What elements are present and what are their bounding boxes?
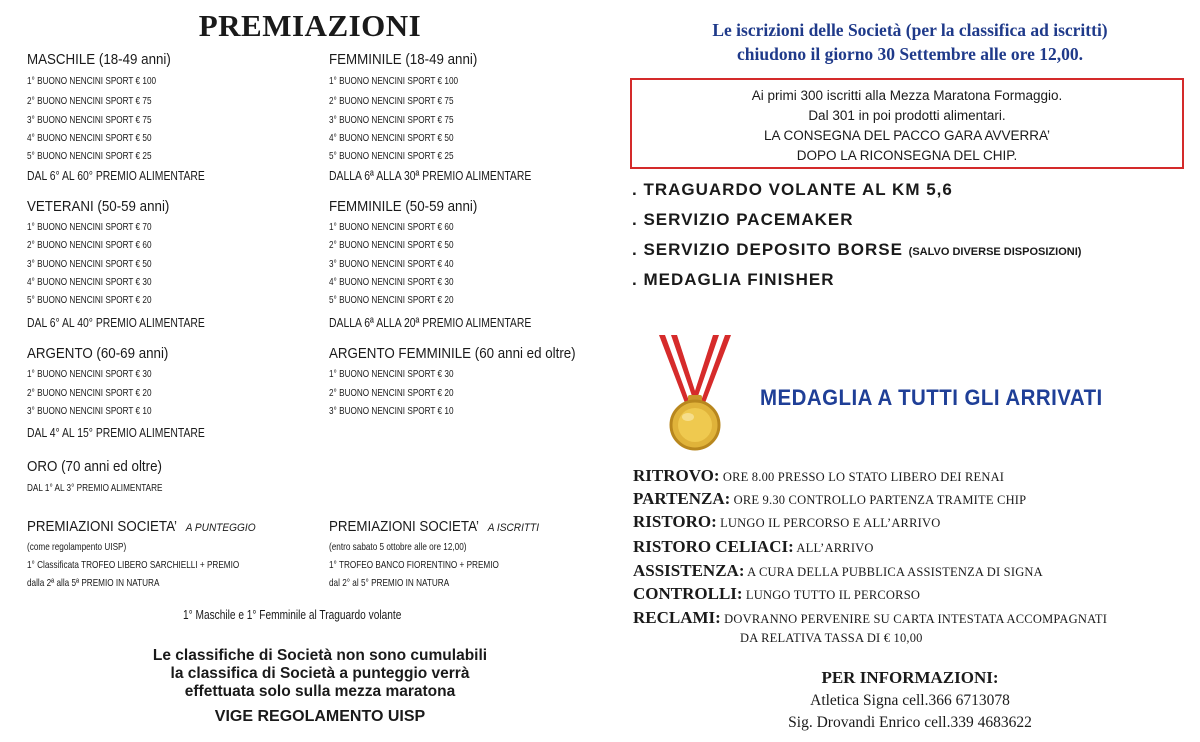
prize-item: 2° BUONO NENCINI SPORT € 20 bbox=[329, 387, 454, 399]
prize-item: 3° BUONO NENCINI SPORT € 50 bbox=[27, 258, 152, 270]
prize-summary: DAL 6° AL 40° PREMIO ALIMENTARE bbox=[27, 315, 205, 330]
prize-item: 5° BUONO NENCINI SPORT € 20 bbox=[27, 294, 152, 306]
prize-summary: DAL 6° AL 60° PREMIO ALIMENTARE bbox=[27, 168, 205, 183]
category-veterani: VETERANI (50-59 anni) bbox=[27, 199, 170, 215]
info-ristoro-celiaci: RISTORO CELIACI: ALL’ARRIVO bbox=[633, 537, 874, 556]
feature-item: . MEDAGLIA FINISHER bbox=[632, 270, 835, 289]
uisp-rule: VIGE REGOLAMENTO UISP bbox=[214, 708, 426, 725]
society-note-line: effettuata solo sulla mezza maratona bbox=[184, 683, 456, 700]
prize-item: 5° BUONO NENCINI SPORT € 25 bbox=[27, 150, 152, 162]
society-note-line: Le classifiche di Società non sono cumulabili bbox=[152, 647, 488, 664]
medal-headline: MEDAGLIA A TUTTI GLI ARRIVATI bbox=[760, 385, 1103, 410]
prize-item: 1° BUONO NENCINI SPORT € 100 bbox=[329, 75, 459, 87]
prize-item: 3° BUONO NENCINI SPORT € 75 bbox=[27, 114, 152, 126]
category-oro: ORO (70 anni ed oltre) bbox=[27, 459, 162, 475]
prize-item: 5° BUONO NENCINI SPORT € 25 bbox=[329, 150, 454, 162]
society-line: 1° TROFEO BANCO FIORENTINO + PREMIO bbox=[329, 559, 499, 571]
prize-item: 4° BUONO NENCINI SPORT € 30 bbox=[329, 276, 454, 288]
prize-item: 2° BUONO NENCINI SPORT € 75 bbox=[329, 95, 454, 107]
society-note-line: la classifica di Società a punteggio verrà bbox=[170, 665, 470, 682]
info-controlli: CONTROLLI: LUNGO TUTTO IL PERCORSO bbox=[633, 584, 921, 603]
feature-item: . SERVIZIO PACEMAKER bbox=[632, 210, 854, 229]
info-ritrovo: RITROVO: ORE 8.00 PRESSO LO STATO LIBERO DEI RENAI bbox=[633, 466, 1005, 485]
society-line: dalla 2ª alla 5ª PREMIO IN NATURA bbox=[27, 577, 160, 589]
race-pack-box: Ai primi 300 iscritti alla Mezza Maratona Formaggio. Dal 301 in poi prodotti alimentari. LA CONSEGNA DEL PACCO GARA AVVERRA’ DOPO LA RICONSEGNA DEL CHIP. bbox=[630, 78, 1184, 169]
prize-item: 1° BUONO NENCINI SPORT € 70 bbox=[27, 221, 152, 233]
prize-item: 3° BUONO NENCINI SPORT € 10 bbox=[27, 405, 152, 417]
prize-item: 3° BUONO NENCINI SPORT € 40 bbox=[329, 258, 454, 270]
prize-summary: DALLA 6ª ALLA 30ª PREMIO ALIMENTARE bbox=[329, 168, 532, 183]
prize-item: 1° BUONO NENCINI SPORT € 30 bbox=[329, 368, 454, 380]
medal-icon bbox=[655, 335, 735, 455]
prize-item: 2° BUONO NENCINI SPORT € 75 bbox=[27, 95, 152, 107]
society-line: (entro sabato 5 ottobre alle ore 12,00) bbox=[329, 541, 467, 553]
prize-summary: DAL 4° AL 15° PREMIO ALIMENTARE bbox=[27, 425, 205, 440]
tag-punteggio: A PUNTEGGIO bbox=[185, 522, 256, 534]
prize-item: 3° BUONO NENCINI SPORT € 10 bbox=[329, 405, 454, 417]
info-ristoro: RISTORO: LUNGO IL PERCORSO E ALL’ARRIVO bbox=[633, 512, 941, 531]
prize-item: 4° BUONO NENCINI SPORT € 30 bbox=[27, 276, 152, 288]
society-line: (come regolampento UISP) bbox=[27, 541, 127, 553]
prize-item: 3° BUONO NENCINI SPORT € 75 bbox=[329, 114, 454, 126]
info-reclami-cont: DA RELATIVA TASSA DI € 10,00 bbox=[740, 631, 923, 645]
prize-item: 4° BUONO NENCINI SPORT € 50 bbox=[329, 132, 454, 144]
page-title: PREMIAZIONI bbox=[198, 8, 422, 43]
prize-item: 1° BUONO NENCINI SPORT € 30 bbox=[27, 368, 152, 380]
society-line: dal 2° al 5° PREMIO IN NATURA bbox=[329, 577, 450, 589]
contact-heading: PER INFORMAZIONI: bbox=[821, 668, 999, 687]
tag-iscritti: A ISCRITTI bbox=[487, 522, 540, 534]
prize-summary: DAL 1° AL 3° PREMIO ALIMENTARE bbox=[27, 482, 163, 494]
feature-item: . TRAGUARDO VOLANTE AL KM 5,6 bbox=[632, 180, 953, 199]
category-argento-femminile: ARGENTO FEMMINILE (60 anni ed oltre) bbox=[329, 346, 576, 362]
info-assistenza: ASSISTENZA: A CURA DELLA PUBBLICA ASSISTENZA DI SIGNA bbox=[633, 561, 1043, 580]
contact-line: Sig. Drovandi Enrico cell.339 4683622 bbox=[788, 714, 1032, 731]
category-femminile-veterane: FEMMINILE (50-59 anni) bbox=[329, 199, 478, 215]
registration-deadline: Le iscrizioni delle Società (per la classifica ad iscritti) chiudono il giorno 30 Settembre alle ore 12,00. bbox=[712, 20, 1108, 64]
traguardo-volante-note: 1° Maschile e 1° Femminile al Traguardo volante bbox=[183, 607, 402, 622]
prize-item: 2° BUONO NENCINI SPORT € 60 bbox=[27, 239, 152, 251]
prize-item: 5° BUONO NENCINI SPORT € 20 bbox=[329, 294, 454, 306]
society-prize-members-heading: PREMIAZIONI SOCIETA’ A ISCRITTI bbox=[329, 519, 540, 535]
category-maschile: MASCHILE (18-49 anni) bbox=[27, 52, 171, 68]
prize-summary: DALLA 6ª ALLA 20ª PREMIO ALIMENTARE bbox=[329, 315, 532, 330]
category-argento: ARGENTO (60-69 anni) bbox=[27, 346, 169, 362]
society-prize-points-heading: PREMIAZIONI SOCIETA’ A PUNTEGGIO bbox=[27, 519, 256, 535]
feature-item: . SERVIZIO DEPOSITO BORSE (SALVO DIVERSE DISPOSIZIONI) bbox=[632, 240, 1082, 259]
category-femminile: FEMMINILE (18-49 anni) bbox=[329, 52, 478, 68]
prize-item: 2° BUONO NENCINI SPORT € 20 bbox=[27, 387, 152, 399]
contact-line: Atletica Signa cell.366 6713078 bbox=[810, 692, 1010, 709]
prize-item: 4° BUONO NENCINI SPORT € 50 bbox=[27, 132, 152, 144]
prize-item: 2° BUONO NENCINI SPORT € 50 bbox=[329, 239, 454, 251]
info-reclami: RECLAMI: DOVRANNO PERVENIRE SU CARTA INTESTATA ACCOMPAGNATI bbox=[633, 608, 1108, 627]
info-partenza: PARTENZA: ORE 9.30 CONTROLLO PARTENZA TRAMITE CHIP bbox=[633, 489, 1027, 508]
society-line: 1° Classificata TROFEO LIBERO SARCHIELLI + PREMIO bbox=[27, 559, 240, 571]
prize-item: 1° BUONO NENCINI SPORT € 60 bbox=[329, 221, 454, 233]
prize-item: 1° BUONO NENCINI SPORT € 100 bbox=[27, 75, 157, 87]
